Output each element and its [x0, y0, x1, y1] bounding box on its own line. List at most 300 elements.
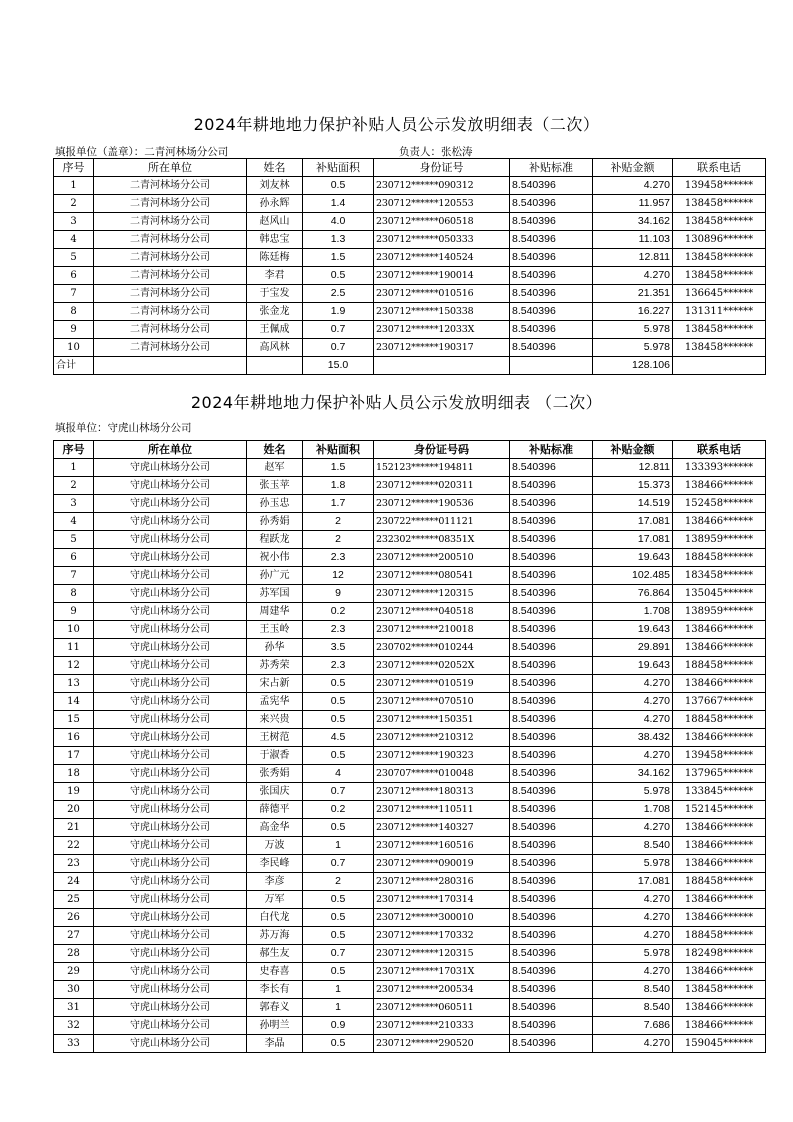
cell-name: 祝小伟 — [247, 549, 303, 567]
cell-area: 2.3 — [303, 621, 374, 639]
cell-unit: 二青河林场分公司 — [94, 195, 247, 213]
cell-name: 苏秀荣 — [247, 657, 303, 675]
section2-header-phone: 联系电话 — [673, 441, 766, 459]
cell-name: 张玉苹 — [247, 477, 303, 495]
cell-standard: 8.540396 — [510, 837, 593, 855]
cell-unit: 守虎山林场分公司 — [94, 531, 247, 549]
cell-amount: 12.811 — [593, 249, 673, 267]
cell-standard: 8.540396 — [510, 177, 593, 195]
cell-unit: 守虎山林场分公司 — [94, 837, 247, 855]
cell-phone: 138466****** — [673, 837, 766, 855]
cell-phone: 138466****** — [673, 909, 766, 927]
cell-unit: 守虎山林场分公司 — [94, 549, 247, 567]
table-row — [54, 639, 766, 657]
cell-name: 孙秀娟 — [247, 513, 303, 531]
cell-unit: 二青河林场分公司 — [94, 249, 247, 267]
cell-phone: 139458****** — [673, 177, 766, 195]
cell-amount: 5.978 — [593, 945, 673, 963]
table-row — [54, 477, 766, 495]
cell-amount: 38.432 — [593, 729, 673, 747]
cell-name: 周建华 — [247, 603, 303, 621]
cell-seq: 3 — [54, 213, 94, 231]
cell-unit: 守虎山林场分公司 — [94, 945, 247, 963]
cell-unit: 守虎山林场分公司 — [94, 819, 247, 837]
cell-phone: 138959****** — [673, 531, 766, 549]
section2-header-amount: 补贴金额 — [593, 441, 673, 459]
cell-phone: 138458****** — [673, 321, 766, 339]
cell-phone: 138466****** — [673, 819, 766, 837]
cell-id-number: 230712******300010 — [374, 909, 510, 927]
cell-area: 0.5 — [303, 675, 374, 693]
cell-name: 赵军 — [247, 459, 303, 477]
cell-name: 苏万海 — [247, 927, 303, 945]
cell-name: 白代龙 — [247, 909, 303, 927]
cell-name: 刘友林 — [247, 177, 303, 195]
cell-id-number: 230712******140327 — [374, 819, 510, 837]
section1-header-id-number: 身份证号 — [374, 159, 510, 177]
cell-id-number: 230712******200534 — [374, 981, 510, 999]
cell-phone: 138466****** — [673, 729, 766, 747]
cell-id-number: 230712******090312 — [374, 177, 510, 195]
cell-name: 高风林 — [247, 339, 303, 357]
cell-phone: 139458****** — [673, 747, 766, 765]
cell-area: 1.5 — [303, 249, 374, 267]
cell-standard: 8.540396 — [510, 657, 593, 675]
cell-area: 2.3 — [303, 657, 374, 675]
cell-seq: 13 — [54, 675, 94, 693]
cell-amount: 7.686 — [593, 1017, 673, 1035]
cell-id-number: 230702******010244 — [374, 639, 510, 657]
section2-title: 2024年耕地地力保护补贴人员公示发放明细表 （二次） — [190, 393, 603, 412]
cell-name: 张秀娟 — [247, 765, 303, 783]
cell-phone: 138466****** — [673, 963, 766, 981]
cell-standard: 8.540396 — [510, 531, 593, 549]
table-row — [54, 531, 766, 549]
cell-name: 苏军国 — [247, 585, 303, 603]
cell-standard: 8.540396 — [510, 999, 593, 1017]
section2-header-seq: 序号 — [54, 441, 94, 459]
cell-standard: 8.540396 — [510, 819, 593, 837]
cell-seq: 9 — [54, 603, 94, 621]
cell-name: 史春喜 — [247, 963, 303, 981]
cell-id-number: 230712******180313 — [374, 783, 510, 801]
cell-name: 高金华 — [247, 819, 303, 837]
cell-unit: 二青河林场分公司 — [94, 213, 247, 231]
cell-unit: 守虎山林场分公司 — [94, 963, 247, 981]
cell-area: 0.5 — [303, 927, 374, 945]
cell-name: 孙永辉 — [247, 195, 303, 213]
cell-unit: 守虎山林场分公司 — [94, 855, 247, 873]
cell-id-number: 230712******17031X — [374, 963, 510, 981]
cell-id-number: 230712******020311 — [374, 477, 510, 495]
cell-seq: 12 — [54, 657, 94, 675]
cell-standard: 8.540396 — [510, 747, 593, 765]
cell-unit: 守虎山林场分公司 — [94, 873, 247, 891]
cell-unit: 二青河林场分公司 — [94, 285, 247, 303]
table-row — [54, 1017, 766, 1035]
cell-id-number: 230712******190536 — [374, 495, 510, 513]
cell-id-number: 230712******150351 — [374, 711, 510, 729]
cell-seq: 26 — [54, 909, 94, 927]
cell-area: 1.3 — [303, 231, 374, 249]
cell-phone: 159045****** — [673, 1035, 766, 1053]
cell-seq: 7 — [54, 285, 94, 303]
cell-seq: 30 — [54, 981, 94, 999]
cell-unit: 守虎山林场分公司 — [94, 459, 247, 477]
cell-amount: 16.227 — [593, 303, 673, 321]
section2-header-standard: 补贴标准 — [510, 441, 593, 459]
cell-phone: 138466****** — [673, 639, 766, 657]
cell-id-number: 230712******040518 — [374, 603, 510, 621]
cell-seq: 3 — [54, 495, 94, 513]
cell-amount: 4.270 — [593, 693, 673, 711]
cell-phone: 138466****** — [673, 891, 766, 909]
cell-standard: 8.540396 — [510, 765, 593, 783]
cell-phone: 138458****** — [673, 339, 766, 357]
cell-area: 0.5 — [303, 909, 374, 927]
table-row — [54, 927, 766, 945]
section1-header-name: 姓名 — [247, 159, 303, 177]
section2-header-name: 姓名 — [247, 441, 303, 459]
cell-amount: 4.270 — [593, 819, 673, 837]
section2-table — [53, 440, 766, 1053]
cell-area: 4.0 — [303, 213, 374, 231]
cell-area: 1.5 — [303, 459, 374, 477]
cell-phone: 138466****** — [673, 999, 766, 1017]
cell-id-number: 230712******210333 — [374, 1017, 510, 1035]
cell-area: 2 — [303, 873, 374, 891]
section2-header-area: 补贴面积 — [303, 441, 374, 459]
cell-phone: 152458****** — [673, 495, 766, 513]
table-row — [54, 1035, 766, 1053]
cell-unit: 守虎山林场分公司 — [94, 711, 247, 729]
cell-standard: 8.540396 — [510, 585, 593, 603]
cell-phone: 133845****** — [673, 783, 766, 801]
cell-unit: 守虎山林场分公司 — [94, 477, 247, 495]
table-row — [54, 675, 766, 693]
cell-id-number: 152123******194811 — [374, 459, 510, 477]
cell-seq: 5 — [54, 249, 94, 267]
cell-seq: 22 — [54, 837, 94, 855]
cell-amount: 4.270 — [593, 675, 673, 693]
cell-area: 0.7 — [303, 945, 374, 963]
section1-table — [53, 158, 766, 375]
cell-unit: 守虎山林场分公司 — [94, 585, 247, 603]
cell-amount: 4.270 — [593, 963, 673, 981]
cell-id-number: 230712******060511 — [374, 999, 510, 1017]
cell-area: 3.5 — [303, 639, 374, 657]
cell-name: 来兴贵 — [247, 711, 303, 729]
cell-amount: 5.978 — [593, 783, 673, 801]
section2-reporter: 填报单位：守虎山林场分公司 — [55, 422, 192, 434]
cell-area: 1 — [303, 837, 374, 855]
cell-seq: 24 — [54, 873, 94, 891]
cell-name: 孙广元 — [247, 567, 303, 585]
cell-standard: 8.540396 — [510, 621, 593, 639]
table-row — [54, 231, 766, 249]
cell-area: 9 — [303, 585, 374, 603]
cell-phone: 131311****** — [673, 303, 766, 321]
table-row — [54, 783, 766, 801]
total-standard-empty — [510, 357, 593, 375]
cell-seq: 6 — [54, 267, 94, 285]
cell-standard: 8.540396 — [510, 945, 593, 963]
cell-standard: 8.540396 — [510, 1035, 593, 1053]
cell-unit: 守虎山林场分公司 — [94, 513, 247, 531]
cell-id-number: 230712******070510 — [374, 693, 510, 711]
cell-amount: 1.708 — [593, 603, 673, 621]
cell-phone: 188458****** — [673, 873, 766, 891]
cell-amount: 21.351 — [593, 285, 673, 303]
cell-standard: 8.540396 — [510, 693, 593, 711]
cell-standard: 8.540396 — [510, 195, 593, 213]
cell-unit: 二青河林场分公司 — [94, 177, 247, 195]
cell-area: 0.5 — [303, 693, 374, 711]
cell-name: 程跃龙 — [247, 531, 303, 549]
cell-unit: 二青河林场分公司 — [94, 321, 247, 339]
cell-name: 王佩成 — [247, 321, 303, 339]
cell-amount: 19.643 — [593, 621, 673, 639]
table-row — [54, 801, 766, 819]
table-row — [54, 177, 766, 195]
table-row — [54, 459, 766, 477]
cell-standard: 8.540396 — [510, 729, 593, 747]
table-row — [54, 321, 766, 339]
table-row — [54, 495, 766, 513]
cell-id-number: 230712******120315 — [374, 585, 510, 603]
cell-unit: 守虎山林场分公司 — [94, 657, 247, 675]
cell-seq: 1 — [54, 177, 94, 195]
cell-seq: 31 — [54, 999, 94, 1017]
table-row — [54, 513, 766, 531]
cell-area: 0.5 — [303, 819, 374, 837]
table-row — [54, 585, 766, 603]
cell-standard: 8.540396 — [510, 303, 593, 321]
section1-header-amount: 补贴金额 — [593, 159, 673, 177]
cell-amount: 29.891 — [593, 639, 673, 657]
table-row — [54, 999, 766, 1017]
cell-name: 李彦 — [247, 873, 303, 891]
cell-seq: 11 — [54, 639, 94, 657]
cell-unit: 守虎山林场分公司 — [94, 621, 247, 639]
cell-phone: 138458****** — [673, 195, 766, 213]
cell-amount: 4.270 — [593, 927, 673, 945]
table-row — [54, 267, 766, 285]
cell-area: 0.5 — [303, 711, 374, 729]
cell-area: 0.5 — [303, 267, 374, 285]
cell-name: 李晶 — [247, 1035, 303, 1053]
table-row — [54, 729, 766, 747]
cell-id-number: 230712******02052X — [374, 657, 510, 675]
cell-seq: 10 — [54, 339, 94, 357]
cell-unit: 守虎山林场分公司 — [94, 567, 247, 585]
cell-phone: 152145****** — [673, 801, 766, 819]
total-amount: 128.106 — [593, 357, 673, 375]
table-row — [54, 195, 766, 213]
cell-area: 0.5 — [303, 891, 374, 909]
cell-id-number: 230712******120315 — [374, 945, 510, 963]
cell-seq: 2 — [54, 195, 94, 213]
section1-reporter: 填报单位（盖章）：二青河林场分公司 — [55, 146, 229, 158]
cell-seq: 5 — [54, 531, 94, 549]
table-row — [54, 765, 766, 783]
cell-amount: 4.270 — [593, 267, 673, 285]
cell-standard: 8.540396 — [510, 981, 593, 999]
cell-name: 薛德平 — [247, 801, 303, 819]
cell-id-number: 230722******011121 — [374, 513, 510, 531]
cell-id-number: 230712******060518 — [374, 213, 510, 231]
cell-amount: 5.978 — [593, 321, 673, 339]
total-row — [54, 357, 766, 375]
cell-phone: 138466****** — [673, 513, 766, 531]
cell-id-number: 230712******110511 — [374, 801, 510, 819]
cell-amount: 4.270 — [593, 711, 673, 729]
cell-id-number: 230712******150338 — [374, 303, 510, 321]
cell-area: 0.7 — [303, 321, 374, 339]
cell-area: 12 — [303, 567, 374, 585]
cell-amount: 4.270 — [593, 177, 673, 195]
cell-id-number: 230712******080541 — [374, 567, 510, 585]
cell-unit: 二青河林场分公司 — [94, 339, 247, 357]
cell-standard: 8.540396 — [510, 249, 593, 267]
total-name-empty — [247, 357, 303, 375]
table-row — [54, 339, 766, 357]
cell-phone: 138466****** — [673, 621, 766, 639]
cell-name: 陈廷梅 — [247, 249, 303, 267]
cell-phone: 183458****** — [673, 567, 766, 585]
cell-area: 1 — [303, 981, 374, 999]
cell-unit: 守虎山林场分公司 — [94, 909, 247, 927]
cell-unit: 二青河林场分公司 — [94, 267, 247, 285]
cell-area: 0.7 — [303, 783, 374, 801]
cell-phone: 135045****** — [673, 585, 766, 603]
cell-amount: 19.643 — [593, 549, 673, 567]
cell-seq: 1 — [54, 459, 94, 477]
table-row — [54, 567, 766, 585]
table-row — [54, 873, 766, 891]
cell-unit: 守虎山林场分公司 — [94, 999, 247, 1017]
cell-id-number: 230712******280316 — [374, 873, 510, 891]
cell-area: 2.3 — [303, 549, 374, 567]
cell-id-number: 230712******190323 — [374, 747, 510, 765]
table-row — [54, 285, 766, 303]
cell-seq: 21 — [54, 819, 94, 837]
table-row — [54, 603, 766, 621]
cell-area: 1.4 — [303, 195, 374, 213]
cell-id-number: 230712******190014 — [374, 267, 510, 285]
cell-standard: 8.540396 — [510, 963, 593, 981]
cell-id-number: 230712******190317 — [374, 339, 510, 357]
cell-phone: 137667****** — [673, 693, 766, 711]
cell-standard: 8.540396 — [510, 801, 593, 819]
cell-name: 孙玉忠 — [247, 495, 303, 513]
cell-seq: 27 — [54, 927, 94, 945]
cell-id-number: 230712******290520 — [374, 1035, 510, 1053]
cell-seq: 14 — [54, 693, 94, 711]
table-row — [54, 963, 766, 981]
cell-amount: 34.162 — [593, 765, 673, 783]
cell-name: 李长有 — [247, 981, 303, 999]
cell-standard: 8.540396 — [510, 267, 593, 285]
cell-standard: 8.540396 — [510, 711, 593, 729]
cell-area: 2 — [303, 531, 374, 549]
cell-unit: 守虎山林场分公司 — [94, 693, 247, 711]
cell-id-number: 230712******210018 — [374, 621, 510, 639]
cell-amount: 4.270 — [593, 1035, 673, 1053]
cell-standard: 8.540396 — [510, 603, 593, 621]
cell-amount: 4.270 — [593, 891, 673, 909]
cell-id-number: 230712******210312 — [374, 729, 510, 747]
cell-standard: 8.540396 — [510, 549, 593, 567]
cell-amount: 11.957 — [593, 195, 673, 213]
cell-standard: 8.540396 — [510, 855, 593, 873]
cell-unit: 守虎山林场分公司 — [94, 747, 247, 765]
cell-seq: 33 — [54, 1035, 94, 1053]
cell-phone: 138458****** — [673, 981, 766, 999]
cell-unit: 守虎山林场分公司 — [94, 729, 247, 747]
cell-amount: 8.540 — [593, 999, 673, 1017]
cell-phone: 138458****** — [673, 213, 766, 231]
cell-unit: 二青河林场分公司 — [94, 231, 247, 249]
cell-id-number: 230712******140524 — [374, 249, 510, 267]
cell-seq: 25 — [54, 891, 94, 909]
total-id-empty — [374, 357, 510, 375]
cell-id-number: 230712******010516 — [374, 285, 510, 303]
cell-standard: 8.540396 — [510, 339, 593, 357]
cell-standard: 8.540396 — [510, 891, 593, 909]
cell-phone: 138458****** — [673, 267, 766, 285]
table-row — [54, 909, 766, 927]
cell-name: 赵风山 — [247, 213, 303, 231]
cell-name: 孙明兰 — [247, 1017, 303, 1035]
section1-header-phone: 联系电话 — [673, 159, 766, 177]
cell-area: 2.5 — [303, 285, 374, 303]
cell-phone: 138466****** — [673, 675, 766, 693]
section1-header-seq: 序号 — [54, 159, 94, 177]
table-row — [54, 891, 766, 909]
table-row — [54, 945, 766, 963]
section2-header-id-number: 身份证号码 — [374, 441, 510, 459]
cell-amount: 15.373 — [593, 477, 673, 495]
cell-amount: 11.103 — [593, 231, 673, 249]
cell-area: 0.7 — [303, 855, 374, 873]
cell-name: 韩忠宝 — [247, 231, 303, 249]
cell-seq: 6 — [54, 549, 94, 567]
cell-area: 0.9 — [303, 1017, 374, 1035]
cell-standard: 8.540396 — [510, 477, 593, 495]
cell-amount: 17.081 — [593, 873, 673, 891]
section1-header-standard: 补贴标准 — [510, 159, 593, 177]
cell-area: 1.9 — [303, 303, 374, 321]
table-row — [54, 249, 766, 267]
cell-amount: 4.270 — [593, 909, 673, 927]
cell-amount: 14.519 — [593, 495, 673, 513]
cell-name: 李民峰 — [247, 855, 303, 873]
cell-standard: 8.540396 — [510, 513, 593, 531]
table-row — [54, 747, 766, 765]
cell-standard: 8.540396 — [510, 873, 593, 891]
cell-name: 于宝发 — [247, 285, 303, 303]
cell-standard: 8.540396 — [510, 321, 593, 339]
table-row — [54, 855, 766, 873]
section2-header-unit: 所在单位 — [94, 441, 247, 459]
cell-amount: 5.978 — [593, 339, 673, 357]
cell-amount: 8.540 — [593, 981, 673, 999]
table-row — [54, 213, 766, 231]
table-row — [54, 711, 766, 729]
cell-name: 孙华 — [247, 639, 303, 657]
cell-area: 4 — [303, 765, 374, 783]
